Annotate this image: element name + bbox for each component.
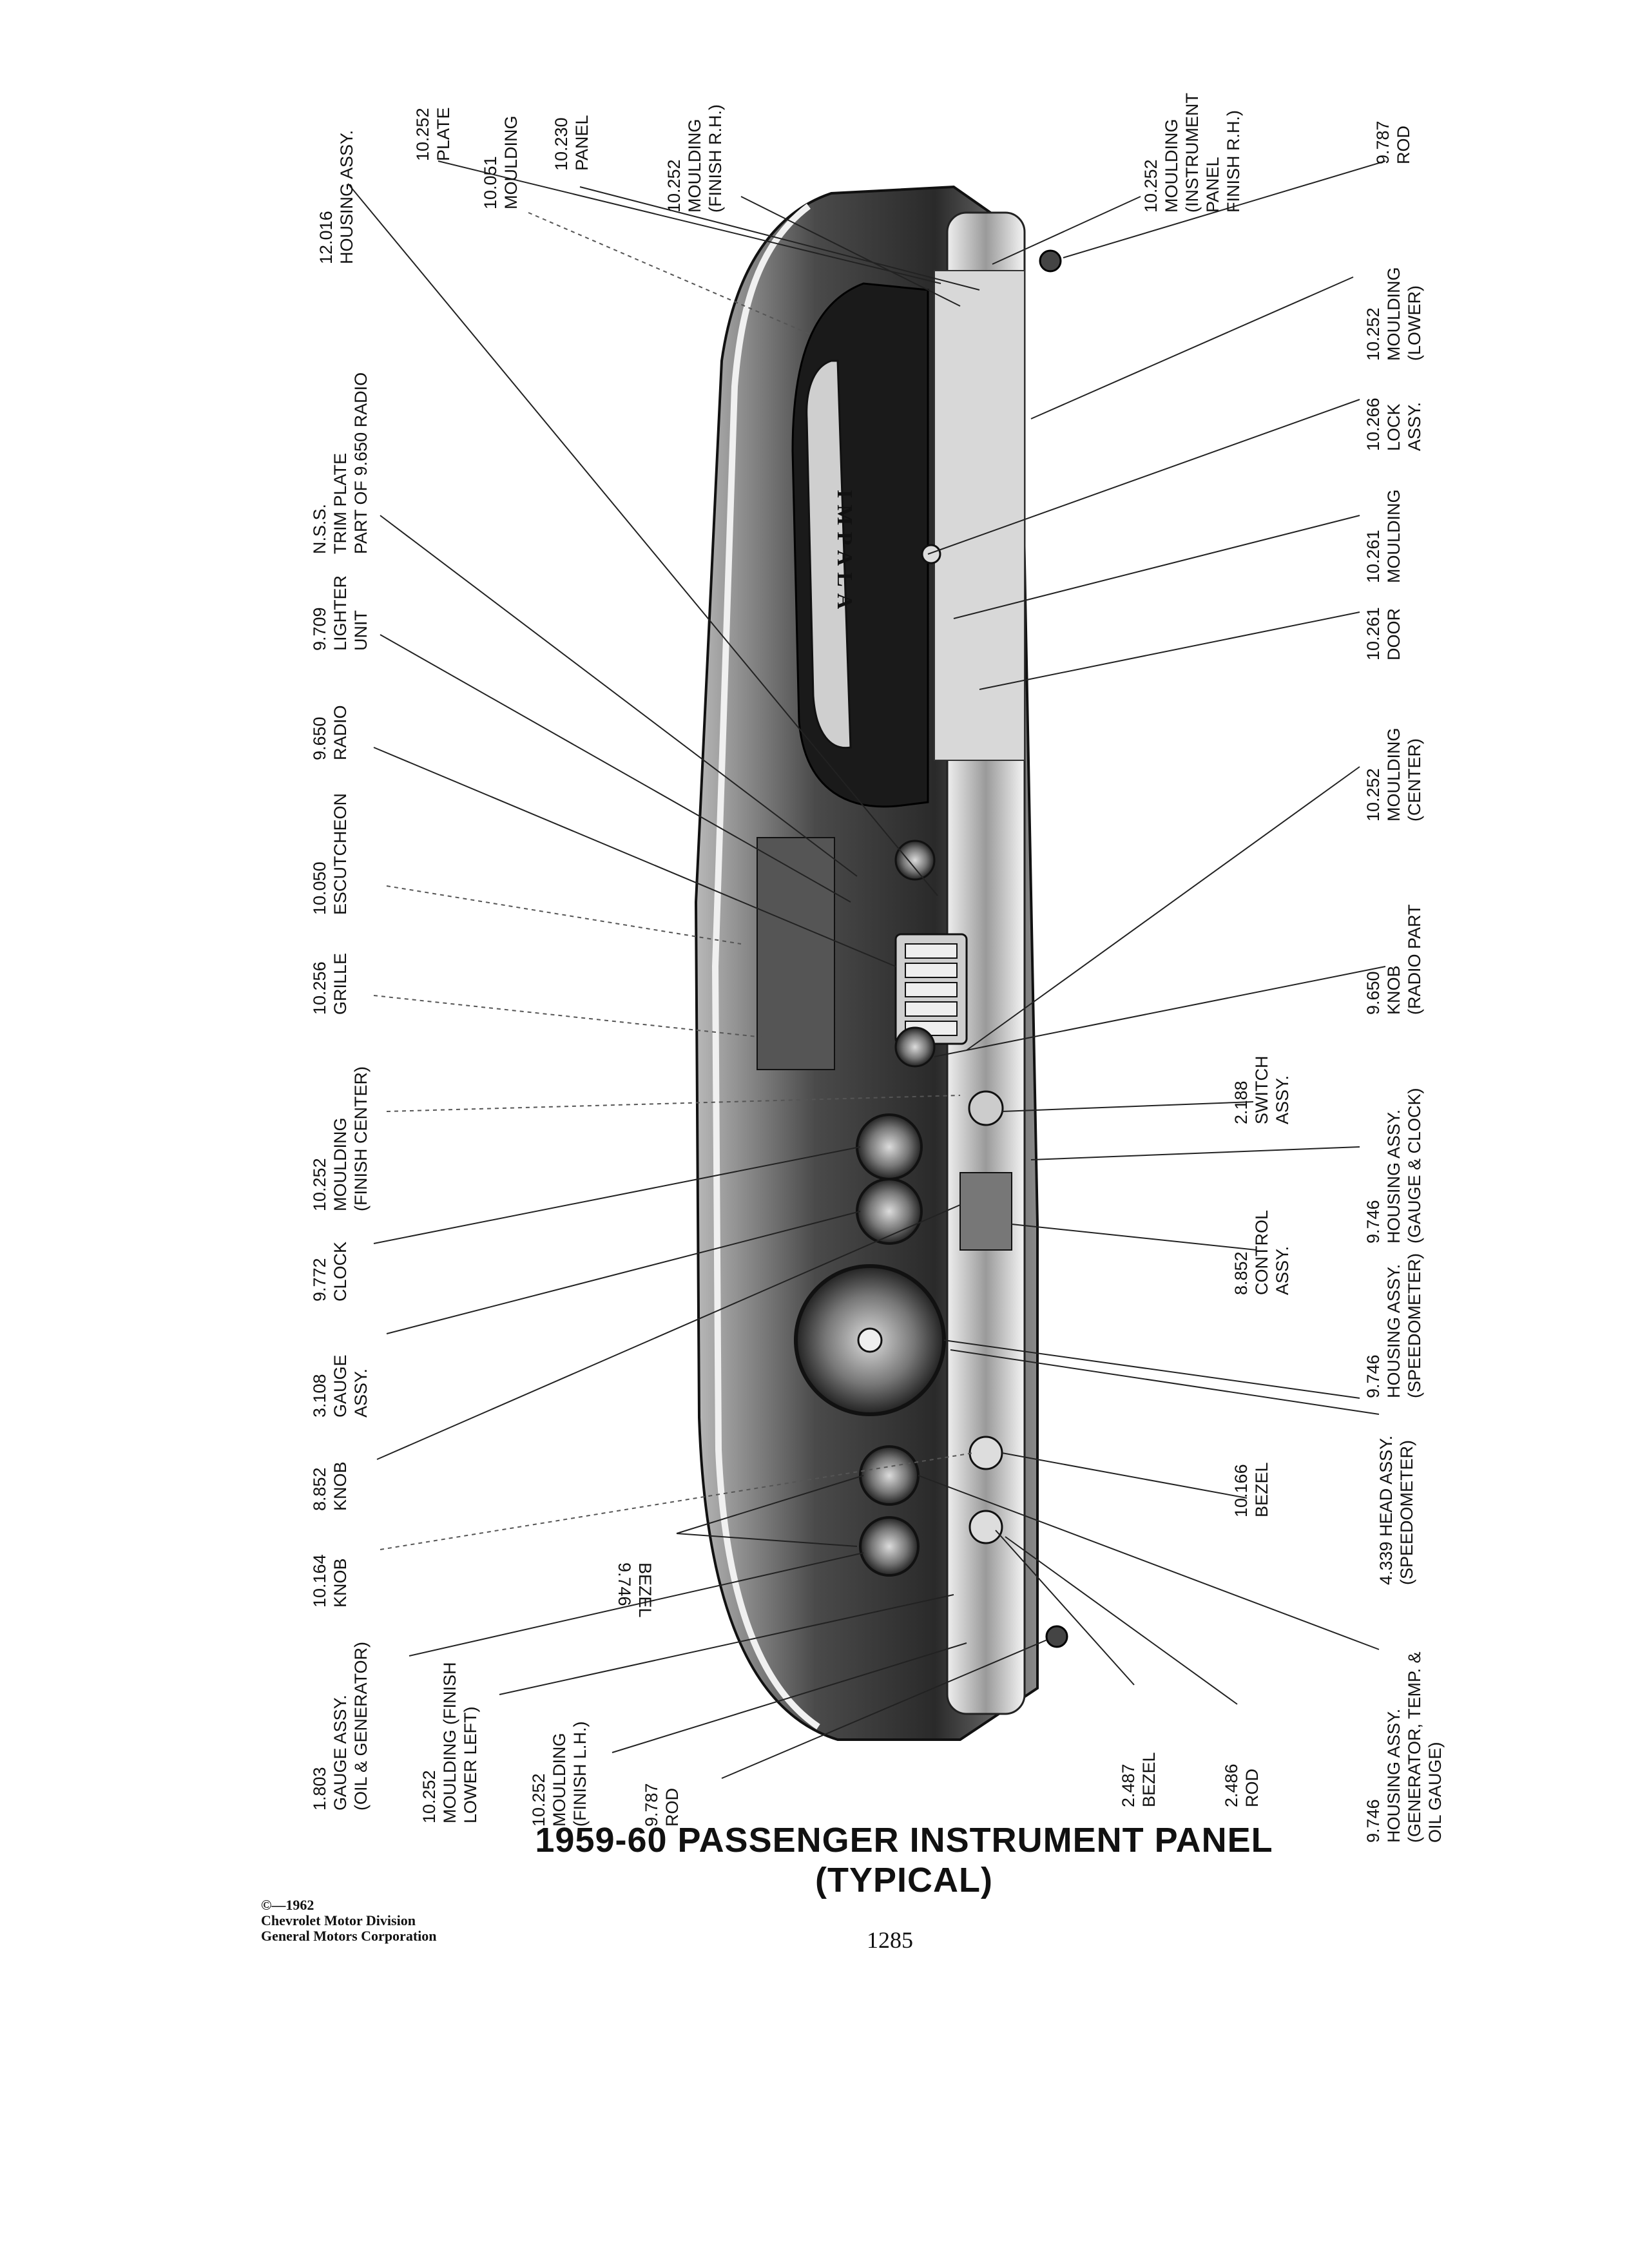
label-control-assy: 8.852CONTROLASSY. — [1231, 1209, 1292, 1295]
label-lighter: 9.709LIGHTERUNIT — [310, 575, 371, 651]
impala-emblem-text: IMPALA — [833, 490, 856, 616]
dashboard-illustration — [696, 187, 1067, 1740]
copyright-division: Chevrolet Motor Division — [261, 1912, 416, 1928]
glove-box-lock — [922, 545, 940, 563]
label-lock-assy: 10.266LOCKASSY. — [1364, 398, 1424, 451]
label-12016: 12.016HOUSING ASSY. — [316, 130, 356, 264]
label-bezel-2487: 2.487BEZEL — [1119, 1752, 1159, 1807]
radio-knob-right — [896, 1028, 934, 1066]
headlight-knob — [970, 1437, 1002, 1469]
temp-gauge — [860, 1446, 918, 1504]
label-rod-left: 9.787ROD — [642, 1783, 682, 1827]
label-rod-top: 9.787ROD — [1373, 120, 1413, 164]
label-moulding-center: 10.252MOULDING(CENTER) — [1364, 727, 1424, 822]
control-assy-switches — [960, 1173, 1012, 1250]
label-housing-gauge-clock: 9.746HOUSING ASSY.(GAUGE & CLOCK) — [1364, 1088, 1424, 1244]
label-instrument-panel-finish-rh: 10.252MOULDING(INSTRUMENTPANELFINISH R.H.) — [1141, 93, 1243, 213]
copyright-year: ©—1962 — [261, 1897, 314, 1913]
label-moulding-finish-center: 10.252MOULDING(FINISH CENTER) — [310, 1066, 371, 1211]
label-oil-generator-gauge: 1.803GAUGE ASSY.(OIL & GENERATOR) — [310, 1641, 371, 1811]
label-knob-10164: 10.164KNOB — [310, 1554, 350, 1608]
radio-knob-left — [896, 841, 934, 879]
label-switch-assy: 2.188SWITCHASSY. — [1231, 1055, 1292, 1124]
label-trim-plate: N.S.S.TRIM PLATEPART OF 9.650 RADIO — [310, 372, 371, 554]
label-housing-speedometer: 9.746HOUSING ASSY.(SPEEDOMETER) — [1364, 1253, 1424, 1398]
label-head-assy: 4.339 HEAD ASSY.(SPEEDOMETER) — [1376, 1435, 1416, 1585]
label-moulding-lower-left: 10.252MOULDING (FINISHLOWER LEFT) — [419, 1662, 480, 1823]
copyright-block — [261, 1898, 437, 1944]
glove-box-door — [934, 271, 1025, 760]
label-escutcheon: 10.050ESCUTCHEON — [310, 793, 350, 915]
copyright-corporation: General Motors Corporation — [261, 1928, 437, 1944]
label-knob-8852: 8.852KNOB — [310, 1461, 350, 1511]
wiper-knob — [970, 1511, 1002, 1543]
radio-escutcheon — [757, 838, 834, 1070]
right-labels — [1364, 267, 1445, 1843]
clock-gauge — [857, 1115, 921, 1179]
bottom-labels — [1119, 1752, 1262, 1807]
label-clock: 9.772CLOCK — [310, 1241, 350, 1302]
rod-knob-top — [1040, 251, 1061, 271]
label-grille: 10.256GRILLE — [310, 952, 350, 1015]
label-bezel-9746: 9.746BEZEL — [615, 1562, 655, 1618]
fuel-gauge — [857, 1179, 921, 1244]
label-radio: 9.650RADIO — [310, 705, 350, 760]
label-housing-gen-temp-oil: 9.746HOUSING ASSY.(GENERATOR, TEMP. &OIL GAUGE) — [1364, 1651, 1445, 1843]
label-plate: 10.252PLATE — [413, 107, 453, 161]
rod-knob-bottom — [1046, 1626, 1067, 1647]
speedometer-hub — [858, 1329, 882, 1352]
ignition-switch — [969, 1091, 1003, 1125]
page-number: 1285 — [867, 1927, 913, 1953]
label-radio-knob: 9.650KNOB(RADIO PART — [1364, 904, 1424, 1015]
label-panel: 10.230PANEL — [552, 115, 592, 171]
label-moulding-10051: 10.051MOULDING — [481, 115, 521, 209]
label-rod-2486: 2.486ROD — [1222, 1763, 1262, 1807]
label-door: 10.261DOOR — [1364, 607, 1403, 660]
label-moulding-finish-lh: 10.252MOULDING(FINISH L.H.) — [529, 1721, 590, 1827]
radio-push-buttons — [905, 944, 957, 1035]
label-moulding-lower: 10.252MOULDING(LOWER) — [1364, 267, 1424, 361]
label-gauge-assy: 3.108GAUGEASSY. — [310, 1354, 371, 1418]
oil-gauge — [860, 1517, 918, 1575]
label-bezel-10166: 10.166BEZEL — [1231, 1462, 1271, 1517]
label-moulding-10261: 10.261MOULDING — [1364, 489, 1403, 583]
diagram-title: 1959-60 PASSENGER INSTRUMENT PANEL (TYPICAL) — [535, 1821, 1273, 1899]
label-moulding-finish-rh: 10.252MOULDING(FINISH R.H.) — [664, 104, 725, 213]
